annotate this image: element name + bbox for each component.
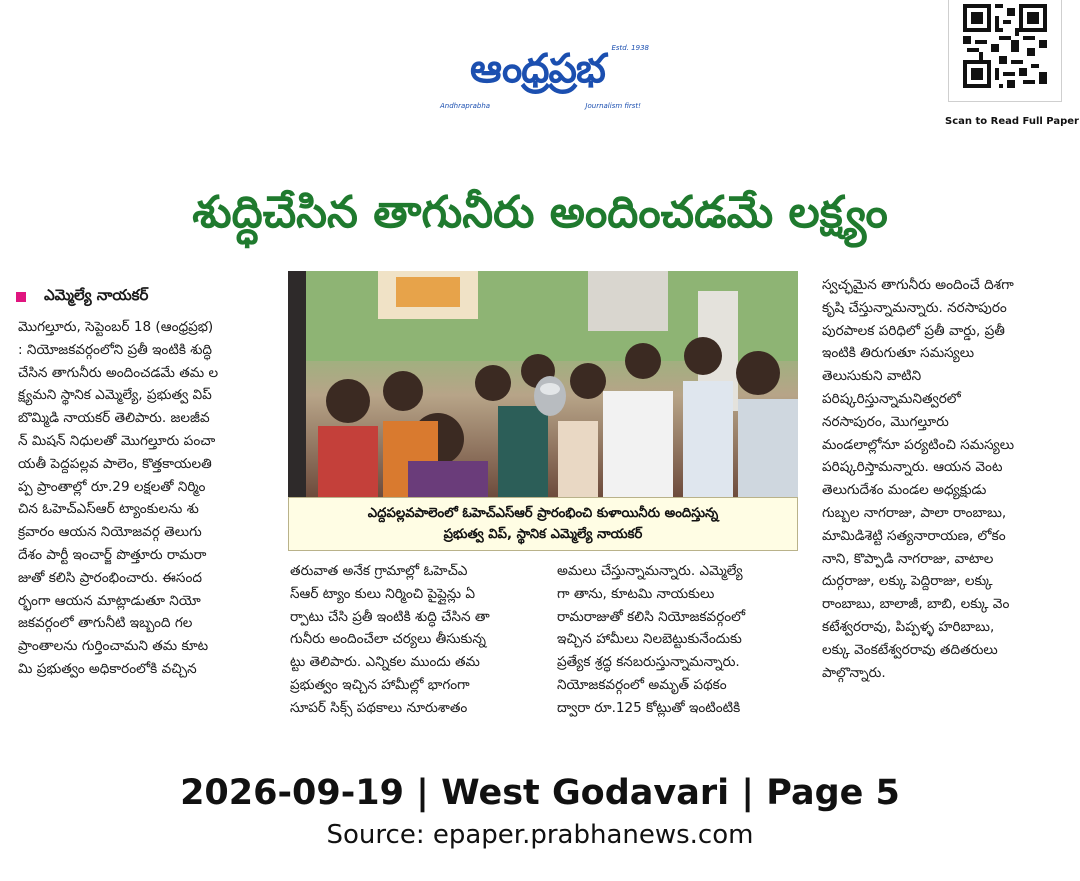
text-line: జకవర్గంలో తాగునీటి ఇబ్బంది గల [18, 615, 193, 632]
headline: శుద్ధిచేసిన తాగునీరు అందించడమే లక్ష్యం [192, 187, 888, 238]
article-column-2 [290, 560, 540, 740]
text-line: స్ఆర్ ట్యాం కులు నిర్మించి పైప్లైన్లు ఏ [290, 585, 476, 602]
text-line: తెలుగుదేశం మండల అధ్యక్షుడు [822, 482, 987, 499]
text-line: మామిడిశెట్టి సత్యనారాయణ, లోకం [822, 527, 1006, 544]
text-line: ట్టు తెలిపారు. ఎన్నికల ముందు తమ [290, 654, 480, 671]
text-line: : నియోజకవర్గంలోని ప్రతీ ఇంటికి శుద్ధి [18, 341, 213, 358]
masthead-tagline-left: Andhraprabha [440, 102, 491, 110]
text-line: చిన ఓహెచ్ఎస్ఆర్ ట్యాంకులను శు [18, 501, 199, 518]
text-line: జుతో కలిసి ప్రారంభించారు. ఈసంద [18, 569, 202, 586]
text-line: కృషి చేస్తున్నామన్నారు. నరసాపురం [822, 299, 1007, 316]
article-column-1 [18, 316, 270, 746]
qr-caption: Scan to Read Full Paper [945, 116, 1079, 127]
masthead-logo [420, 44, 655, 122]
text-line: దుర్గరాజు, లక్కు పెద్దిరాజు, లక్కు [822, 573, 993, 590]
article-column-3 [557, 560, 802, 740]
text-line: ప్రభుత్వం ఇచ్చిన హామీల్లో భాగంగా [290, 676, 470, 693]
text-line: మి ప్రభుత్వం అధికారంలోకి వచ్చిన [18, 660, 197, 677]
text-line: గుబ్బల నాగరాజు, పాలా రాంబాబు, [822, 504, 1007, 521]
article-column-4 [822, 274, 1072, 744]
text-line: పరిష్కరిస్తున్నామనిత్వరలో [822, 390, 961, 407]
text-line: ర్పాటు చేసి ప్రతీ ఇంటికి శుద్ధి చేసిన తా [290, 608, 490, 625]
text-line: రామరాజుతో కలిసి నియోజకవర్గంలో [557, 608, 746, 625]
text-line: ర్భంగా ఆయన మాట్లాడుతూ నియో [18, 592, 201, 609]
photo-caption [288, 497, 798, 551]
text-line: స్వచ్ఛమైన తాగునీరు అందించే దిశగా [822, 277, 1014, 293]
text-line: మండలాల్లోనూ పర్యటించి సమస్యలు [822, 436, 1015, 453]
text-line: తరువాత అనేక గ్రామాల్లో ఓహెచ్ఎ [290, 563, 468, 579]
masthead-tagline-right: Journalism first! [585, 102, 641, 110]
text-line: క్ష్యమని స్థానిక ఎమ్మెల్యే, ప్రభుత్వ విప్ [18, 387, 212, 404]
text-line: ద్వారా రూ.125 కోట్లుతో ఇంటింటికి [557, 699, 741, 716]
text-line: ఇంటికి తిరుగుతూ సమస్యలు [822, 345, 975, 362]
text-line: నియోజకవర్గంలో అమృత్ పథకం [557, 676, 727, 693]
text-line: కటేశ్వరరావు, పిప్పళ్ళ హరిబాబు, [822, 618, 995, 635]
text-line: నరసాపురం, మొగల్తూరు [822, 413, 949, 430]
bullet-square-icon [16, 292, 26, 302]
masthead-estd: Estd. 1938 [611, 44, 649, 52]
photo-caption-line-2: ప్రభుత్వ విప్, స్థానిక ఎమ్మెల్యే నాయకర్ [443, 527, 643, 542]
qr-code-icon [963, 4, 1047, 88]
text-line: గా తాను, కూటమి నాయకులు [557, 585, 715, 602]
text-line: బొమ్మిడి నాయకర్ తెలిపారు. జలజీవ [18, 410, 210, 427]
text-line: ఇచ్చిన హామీలు నిలబెట్టుకునేందుకు [557, 631, 742, 648]
text-line: పరిష్కరిస్తామన్నారు. ఆయన వెంట [822, 459, 1003, 476]
text-line: గునీరు అందించేలా చర్యలు తీసుకున్న [290, 631, 486, 648]
text-line: ప్ప ప్రాంతాల్లో రూ.29 లక్షలతో నిర్మిం [18, 478, 206, 495]
footer-date-line: 2026-09-19 | West Godavari | Page 5 [180, 773, 900, 813]
text-line: యతీ పెద్దపల్లవ పాలెం, కొత్తకాయలతి [18, 455, 212, 472]
text-line: పురపాలక పరిధిలో ప్రతీ వార్డు, ప్రతీ [822, 322, 1005, 339]
byline-text: ఎమ్మెల్యే నాయకర్ [44, 286, 149, 304]
text-line: ప్రాంతాలను గుర్తించామని తమ కూట [18, 638, 209, 655]
news-photo [288, 271, 798, 497]
masthead-title: ఆంధ్రప్రభ [470, 46, 605, 92]
byline [16, 286, 148, 308]
photo-caption-line-1: ఎద్దపల్లవపాలెంలో ఓహెచ్ఎస్ఆర్ ప్రారంభించి కుళాయినీరు అందిస్తున్న [367, 506, 719, 521]
text-line: ప్రత్యేక శ్రద్ధ కనబరుస్తున్నామన్నారు. [557, 654, 740, 671]
text-line: సూపర్ సిక్స్ పథకాలు నూరుశాతం [290, 699, 468, 716]
text-line: చేసిన తాగునీరు అందించడమే తమ ల [18, 364, 219, 381]
text-line: రాంబాబు, బాలాజీ, బాబి, లక్కు వెం [822, 596, 1010, 613]
text-line: నాని, కొప్పాడి నాగరాజు, వాటాల [822, 550, 994, 567]
text-line: మొగల్తూరు, సెప్టెంబర్ 18 (ఆంధ్రప్రభ) [18, 319, 214, 335]
text-line: లక్కు వెంకటేశ్వరరావు తదితరులు [822, 641, 998, 658]
text-line: దేశం పార్టీ ఇంచార్జ్ పొత్తూరు రామరా [18, 546, 207, 563]
text-line: న్ మిషన్ నిధులతో మొగల్తూరు పంచా [18, 432, 216, 449]
text-line: పాల్గొన్నారు. [822, 664, 886, 681]
text-line: అమలు చేస్తున్నామన్నారు. ఎమ్మెల్యే [557, 563, 743, 579]
photo-illustration [288, 271, 798, 497]
text-line: క్రవారం ఆయన నియోజవర్గ తెలుగు [18, 524, 202, 541]
qr-code[interactable] [948, 0, 1062, 102]
footer-source-link[interactable]: Source: epaper.prabhanews.com [326, 820, 754, 850]
text-line: తెలుసుకుని వాటిని [822, 368, 922, 385]
